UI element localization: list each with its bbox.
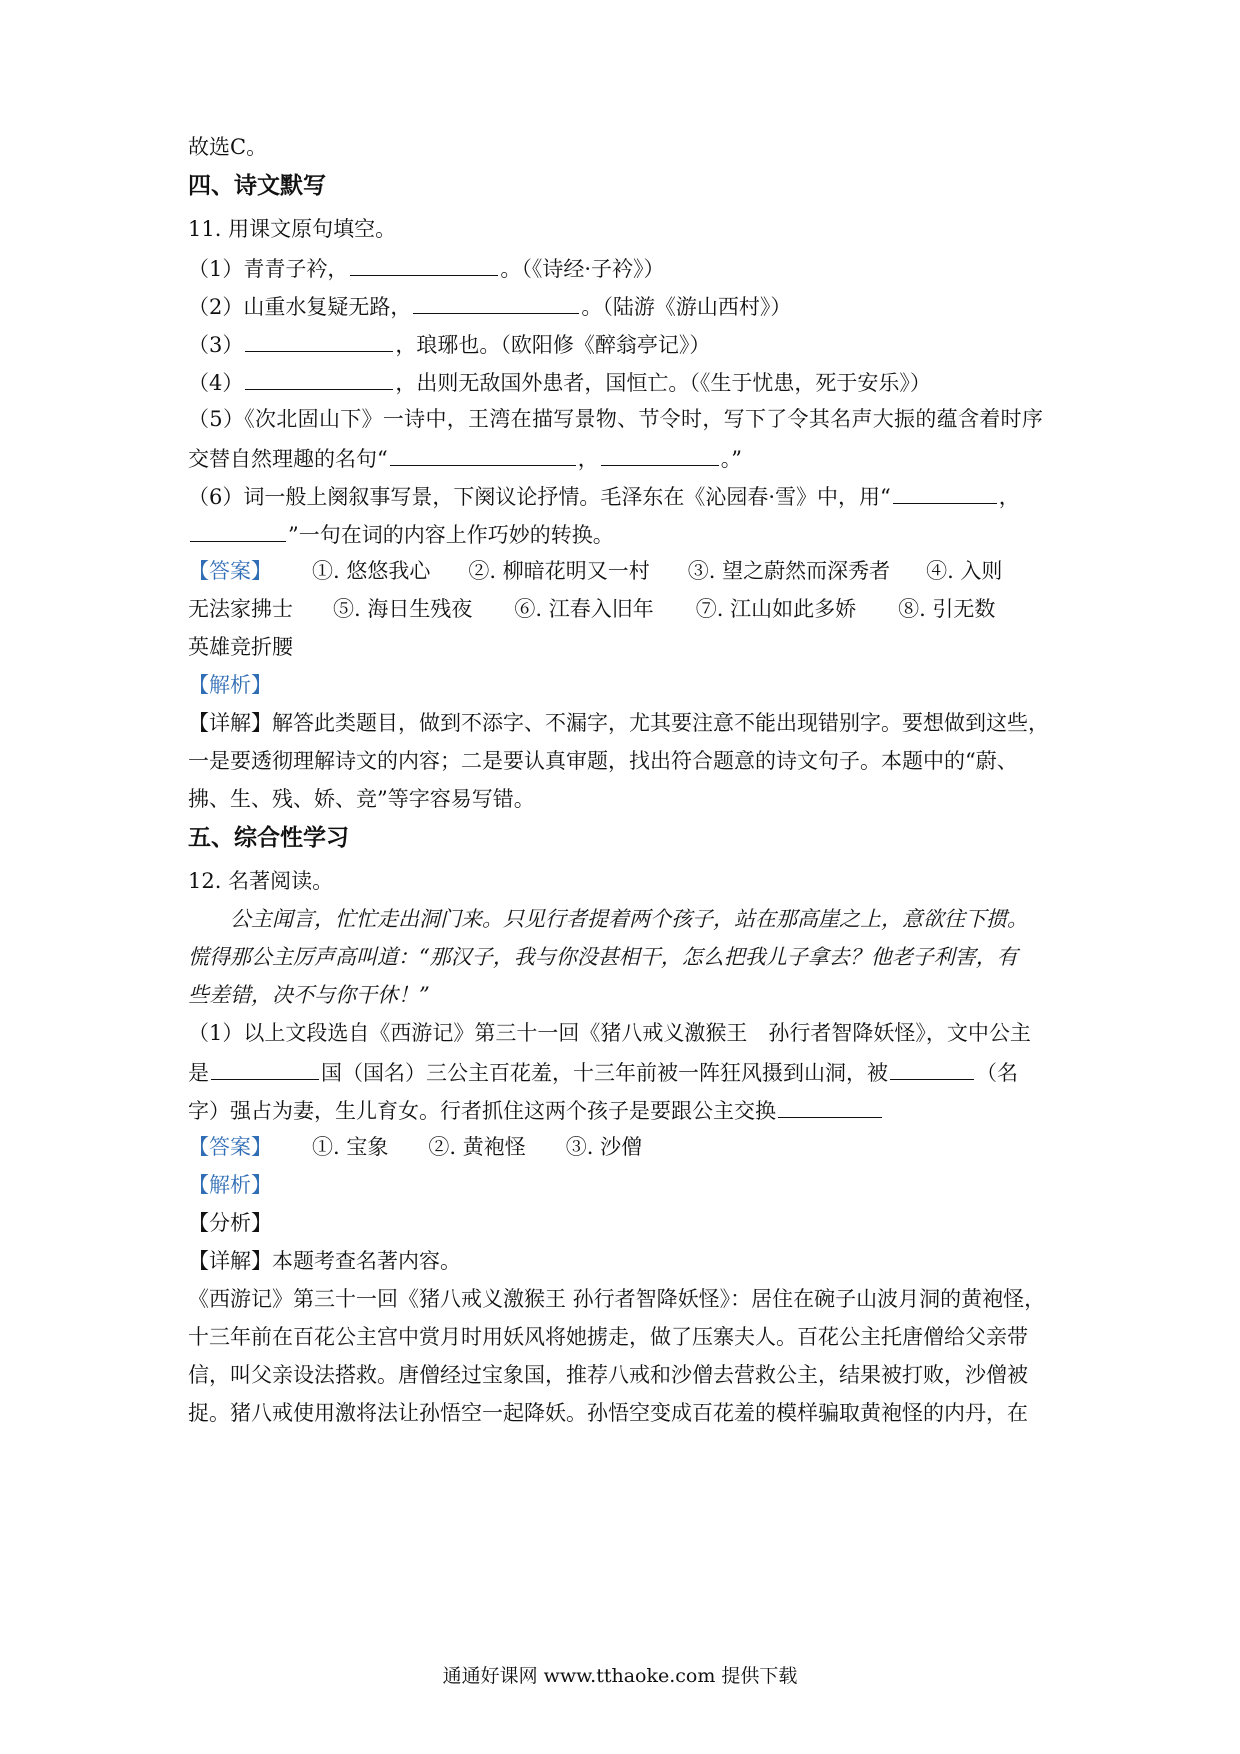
item-11-4: （4） ，出则无敌国外患者，国恒亡。（《生于忧患，死于安乐》） xyxy=(188,367,931,397)
item-11-6-line1: （6）词一般上阕叙事写景，下阕议论抒情。毛泽东在《沁园春·雪》中，用“ ， xyxy=(188,481,1020,511)
question-12: 12. 名著阅读。 xyxy=(188,869,334,893)
detail-11-line1: 【详解】解答此类题目，做到不添字、不漏字，尤其要注意不能出现错别字。要想做到这些， xyxy=(188,711,1049,735)
answer-label: 【答案】 xyxy=(188,559,272,583)
line-conclusion: 故选C。 xyxy=(188,135,268,159)
answer-11-line3: 英雄竞折腰 xyxy=(188,635,293,659)
blank xyxy=(413,291,579,314)
item-11-5-line1: （5）《次北固山下》一诗中，王湾在描写景物、节令时，写下了令其名声大振的蕴含着时序 xyxy=(188,407,1044,431)
passage-line2: 慌得那公主厉声高叫道：“那汉子，我与你没甚相干，怎么把我儿子拿去？他老子利害，有 xyxy=(188,945,1018,969)
detail-12-line3: 信，叫父亲设法搭救。唐僧经过宝象国，推荐八戒和沙僧去营救公主，结果被打败，沙僧被 xyxy=(188,1363,1028,1387)
item-11-2: （2）山重水复疑无路， 。（陆游《游山西村》） xyxy=(188,291,791,321)
blank xyxy=(601,443,719,466)
detail-11-line3: 拂、生、残、娇、竞”等字容易写错。 xyxy=(188,787,535,811)
passage-line3: 些差错，决不与你干休！” xyxy=(188,983,430,1007)
item-11-1: （1）青青子衿， 。（《诗经·子衿》） xyxy=(188,253,665,283)
item-11-3: （3） ，琅琊也。（欧阳修《醉翁亭记》） xyxy=(188,329,710,359)
item-12-1-line3: 字）强占为妻，生儿育女。行者抓住这两个孩子是要跟公主交换 xyxy=(188,1095,884,1125)
detail-12-line2: 十三年前在百花公主宫中赏月时用妖风将她掳走，做了压寨夫人。百花公主托唐僧给父亲带 xyxy=(188,1325,1028,1349)
blank xyxy=(190,519,286,542)
question-11: 11. 用课文原句填空。 xyxy=(188,217,397,241)
detail-12-line1: 《西游记》第三十一回《猪八戒义激猴王 孙行者智降妖怪》：居住在碗子山波月洞的黄袍怪， xyxy=(188,1287,1046,1311)
item-12-1-line2: 是 国（国名）三公主百花羞，十三年前被一阵狂风摄到山洞，被 （名 xyxy=(188,1057,1018,1087)
blank xyxy=(890,1057,974,1080)
page-footer: 通通好课网 www.tthaoke.com 提供下载 xyxy=(442,1665,798,1687)
answer-12: 【答案】 ①. 宝象 ②. 黄袍怪 ③. 沙僧 xyxy=(188,1135,643,1159)
blank xyxy=(778,1095,882,1118)
blank xyxy=(350,253,498,276)
fenxi-label: 【分析】 xyxy=(188,1211,272,1235)
blank xyxy=(211,1057,319,1080)
passage-line1: 公主闻言，忙忙走出洞门来。只见行者提着两个孩子，站在那高崖之上，意欲往下掼。 xyxy=(230,907,1028,931)
detail-12-line0: 【详解】本题考查名著内容。 xyxy=(188,1249,461,1273)
item-11-6-line2: ”一句在词的内容上作巧妙的转换。 xyxy=(188,519,614,549)
section-heading-4: 四、诗文默写 xyxy=(188,173,326,199)
answer-label: 【答案】 xyxy=(188,1135,272,1159)
analysis-label-12: 【解析】 xyxy=(188,1173,272,1197)
blank xyxy=(245,329,393,352)
analysis-label-11: 【解析】 xyxy=(188,673,272,697)
blank xyxy=(893,481,997,504)
detail-11-line2: 一是要透彻理解诗文的内容；二是要认真审题，找出符合题意的诗文句子。本题中的“蔚、 xyxy=(188,749,1018,773)
answer-11-line1: 【答案】 ①. 悠悠我心 ②. 柳暗花明又一村 ③. 望之蔚然而深秀者 ④. 入则 xyxy=(188,559,1003,583)
section-heading-5: 五、综合性学习 xyxy=(188,825,349,851)
detail-12-line4: 捉。猪八戒使用激将法让孙悟空一起降妖。孙悟空变成百花羞的模样骗取黄袍怪的内丹，在 xyxy=(188,1401,1028,1425)
answer-11-line2: 无法家拂士 ⑤. 海日生残夜 ⑥. 江春入旧年 ⑦. 江山如此多娇 ⑧. 引无数 xyxy=(188,597,996,621)
item-11-5-line2: 交替自然理趣的名句“ ， 。” xyxy=(188,443,742,473)
blank xyxy=(390,443,576,466)
blank xyxy=(245,367,393,390)
item-12-1-line1: （1）以上文段选自《西游记》第三十一回《猪八戒义激猴王 孙行者智降妖怪》，文中公主 xyxy=(188,1021,1031,1045)
